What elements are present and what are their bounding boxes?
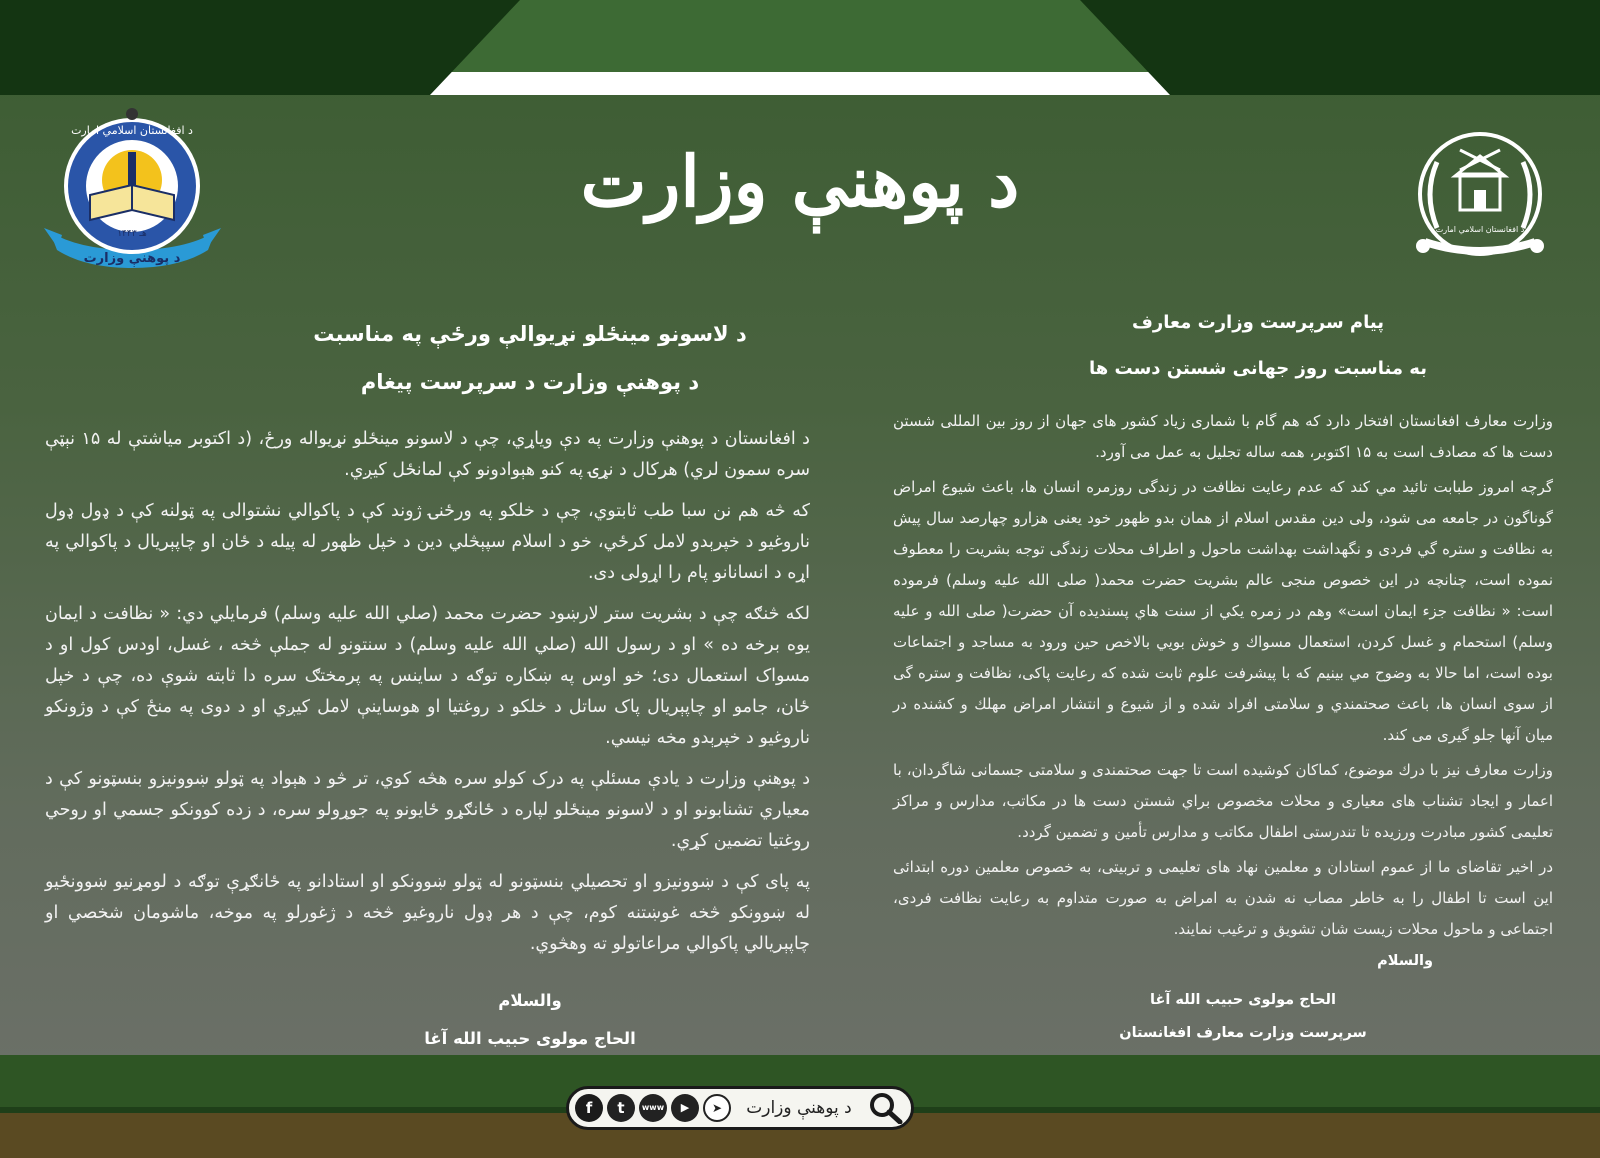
pashto-closing: والسلام [498,991,562,1010]
dari-signatory-title: سرپرست وزارت معارف افغانستان [1119,1025,1367,1041]
telegram-icon[interactable]: ➤ [703,1094,731,1122]
search-icon[interactable] [869,1092,903,1124]
pashto-paragraph: که څه هم نن سبا طب ثابتوي، چې د خلکو په ورځنۍ ژوند کې د پاکوالي نشتوالی په ټولنه کې د ډول ډول ناروغيو د خپرېدو لامل کرځي، خو د اسلام سپېڅلي دين د خپل ظهور له پيله د ځان او چاپېريال د پاکوالي په اړه د انسانانو پام را اړولی دی. [45,501,810,583]
dari-paragraph: وزارت معارف افغانستان افتخار دارد كه هم گام با شماری زیاد کشور های جهان از روز بین المللی شستن دست ها كه مصادف است به ۱۵ اکتوبر، همه ساله تجليل به عمل می آورد. [893,412,1553,461]
logo-left-caption: د پوهنې وزارت [83,251,181,266]
search-label[interactable]: د پوهنې وزارت [746,1098,852,1118]
pashto-paragraph: د افغانستان د پوهنې وزارت په دې وياړي، چې د لاسونو مينځلو نړيواله ورځ، (د اکتوبر مياشتې له ۱۵ نېټې سره سمون لري) هرکال د نړۍ په کنو هېوادونو کې لمانځل کيږي. [45,429,810,480]
pashto-heading-2: د پوهنې وزارت د سرپرست پيغام [360,370,700,394]
www-icon[interactable]: www [639,1094,667,1122]
dari-paragraph: گرچه امروز طبابت تائيد مي كند كه عدم رعايت نظافت در زندگی روزمره انسان ها، باعث شيوع امراض گوناگون در جامعه می شود، ولی دين مقدس اسلام از همان بدو ظهور خود يعنی هزارو چهارصد سال پیش به نظافت و ستره گي فردی و نگهداشت بهداشت ماحول و اطراف محلات زندگی توجه بشريت را معطوف نموده است، چنانچه در اين خصوص منجی عالم بشريت حضرت محمد( صلی الله علیه وسلم) فرموده است: « نظافت جزء ايمان است» وهم در زمره يكي از سنت هاي پسنديده آن حضرت( صلی الله و عليه وسلم) استحمام و غسل كردن، استعمال مسواك و خوش بويي بالاخص حين ورود به مساجد و اجتماعات بوده است، اما حالا به وضوح مي بينيم كه با پيشرفت علوم ثابت شده كه رعايت پاكی، نظافت و ستره گی از سوی انسان ها، باعث صحتمندي و سلامتی افراد شده و از شيوع و انتشار امراض مهلك و كشنده در ميان آنها جلو گيری می كند. [893,478,1553,744]
pashto-paragraph: د پوهنې وزارت د يادې مسئلې په درک کولو سره هڅه کوي، تر څو د هېواد په ټولو ښوونيزو بنسټونو کې د معياري تشنابونو او د لاسونو مينځلو لپاره د ځانګړو ځايونو په جوړولو سره، د زده کوونکو جسمي او روحي روغتيا تضمين کړي. [45,769,810,851]
logo-left-year: ۱۴۴۳ هـ [117,229,147,239]
ministry-education-logo [40,100,225,270]
dari-paragraph: در اخير تقاضای ما از عموم استادان و معلمين نهاد های تعليمی و تربيتی، به خصوص معلمين دوره ابتدائی اين است تا اطفال را به خاطر مصاب نه شدن به امراض به صورت متداوم به رعايت نظافت فردی، اجتماعی و ماحول محلات زيست شان تشويق و ترغيب نمايند. [893,858,1553,938]
page-title: د پوهنې وزارت [580,140,1020,223]
twitter-icon[interactable]: t [607,1094,635,1122]
islamic-emirate-emblem [1405,132,1555,267]
logo-right-ring-text: د افغانستان اسلامي امارت [1435,225,1525,234]
youtube-icon[interactable]: ▶ [671,1094,699,1122]
dari-paragraph: وزارت معارف نيز با درك موضوع، كماكان كوشيده است تا جهت صحتمندی و سلامتی جسمانی شاگردان، با اعمار و ايجاد تشناب های معياری و محلات مخصوص براي شستن دست ها در مكاتب، مدارس و مراكز تعليمی كشور مبادرت ورزيده تا تندرستی اطفال مكاتب و مدارس تأمين و تضمين گردد. [893,761,1553,841]
logo-left-ring-text: د افغانستان اسلامي امارت [71,124,193,137]
facebook-icon[interactable]: f [575,1094,603,1122]
social-search-bar [566,1086,914,1130]
top-trapezoid-decoration [0,0,1600,95]
pashto-heading-1: د لاسونو مينځلو نړيوالې ورځې په مناسبت [313,322,747,346]
pashto-message-column [45,310,810,1096]
dari-message-column [893,300,1553,1050]
dari-signatory-name: الحاج مولوی حبیب الله آغا [1150,992,1336,1008]
dari-closing: والسلام [1377,953,1433,969]
dari-heading-2: به مناسبت روز جهانی شستن دست ها [1089,358,1427,379]
pashto-paragraph: لکه څنګه چې د بشريت ستر لارښود حضرت محمد (صلي الله عليه وسلم) فرمايلي دي: « نظافت د ايمان يوه برخه ده » او د رسول الله (صلي الله عليه وسلم) د سنتونو له جملې څخه ، غسل، اودس کول او د مسواک استعمال دی؛ خو اوس په ښکاره توګه د ساينس په پرمختګ سره دا ثابته شوې ده، چې د خپل ځان، جامو او چاپېريال پاک ساتل د خلکو د روغتيا او هوساينې لامل کيږي او د دوی په منځ کې د وژونکو ناروغيو د خپرېدو مخه نيسي. [45,604,810,748]
dari-heading-1: پيام سرپرست وزارت معارف [1132,312,1384,333]
pashto-signatory-name: الحاج مولوی حبيب الله آغا [424,1029,636,1048]
pashto-paragraph: په پای کې د ښوونيزو او تحصيلي بنسټونو له ټولو ښوونکو او استادانو په ځانګړې توګه د لومړنيو ښوونځيو له ښوونکو څخه غوښتنه کوم، چې د هر ډول ناروغيو څخه د ژغورلو په موخه، ماشومان شخصي او چاپېريالي پاکوالي مراعاتولو ته وهڅوي. [45,872,810,954]
